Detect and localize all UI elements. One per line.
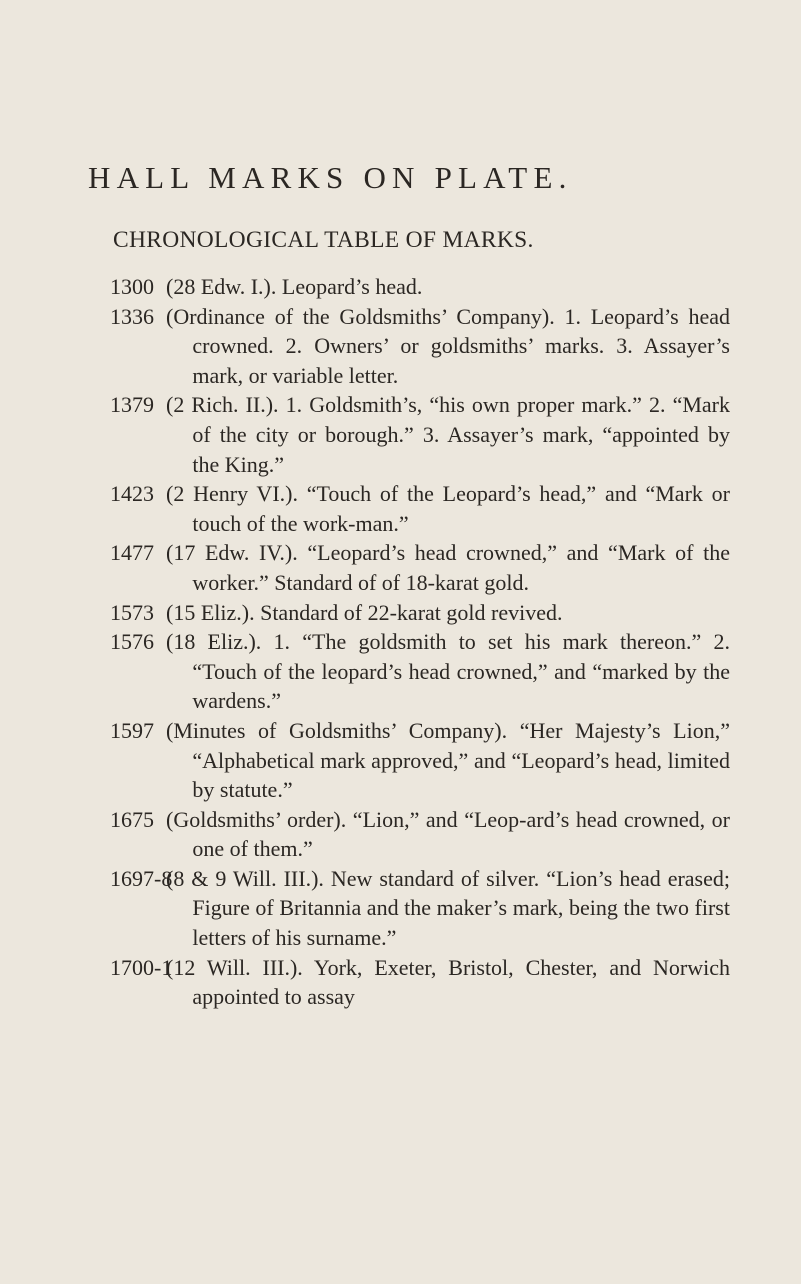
entry-text: (15 Eliz.). Standard of 22-karat gold revived. [166, 599, 563, 625]
chronology-entry [110, 716, 730, 805]
entry-text: (17 Edw. IV.). “Leopard’s head crowned,” and “Mark of the worker.” Standard of of 18-karat gold. [166, 540, 730, 595]
table-title: CHRONOLOGICAL TABLE OF MARKS. [113, 227, 534, 253]
chronology-entry [110, 805, 730, 864]
chronology-entry [110, 479, 730, 538]
entry-year: 1675 [110, 806, 154, 832]
entry-year: 1477 [110, 540, 154, 566]
entry-text: (2 Henry VI.). “Touch of the Leopard’s head,” and “Mark or touch of the work-man.” [166, 481, 730, 536]
entry-text: (18 Eliz.). 1. “The goldsmith to set his mark thereon.” 2. “Touch of the leopard’s head crowned,” and “marked by the wardens.” [166, 629, 730, 714]
chronology-entry [110, 953, 730, 1012]
entry-year: 1697-8 [110, 865, 173, 891]
entry-year: 1700-1 [110, 954, 173, 980]
entry-text: (Goldsmiths’ order). “Lion,” and “Leop-ard’s head crowned, or one of them.” [166, 806, 730, 862]
chronology-entry [110, 272, 730, 302]
entry-year: 1423 [110, 481, 154, 507]
chronology-entry [110, 598, 730, 628]
entry-year: 1597 [110, 717, 154, 743]
entry-year: 1573 [110, 599, 154, 625]
entry-text: (Minutes of Goldsmiths’ Company). “Her Majesty’s Lion,” “Alphabetical mark approved,” and “Leopard’s head, limited by statute.” [166, 717, 730, 803]
entry-year: 1336 [110, 303, 154, 329]
entry-text: (12 Will. III.). York, Exeter, Bristol, Chester, and Norwich appointed to assay [166, 954, 730, 1010]
chronology-entry [110, 390, 730, 479]
entry-text: (8 & 9 Will. III.). New standard of silver. “Lion’s head erased; Figure of Britannia and the maker’s mark, being the two first letters of his surname.” [166, 865, 730, 951]
entry-text: (Ordinance of the Goldsmiths’ Company). 1. Leopard’s head crowned. 2. Owners’ or goldsmiths’ marks. 3. Assayer’s mark, or variable letter. [166, 303, 730, 388]
entry-year: 1379 [110, 392, 154, 418]
entry-text: (2 Rich. II.). 1. Goldsmith’s, “his own proper mark.” 2. “Mark of the city or borough.” 3. Assayer’s mark, “appointed by the King.” [166, 392, 730, 477]
chronology-entry [110, 627, 730, 716]
running-head: HALL MARKS ON PLATE. [88, 160, 573, 195]
entry-text: (28 Edw. I.). Leopard’s head. [166, 274, 423, 299]
chronology-entry [110, 302, 730, 391]
chronology-entry [110, 538, 730, 597]
chronology-list [110, 272, 730, 1012]
entry-year: 1300 [110, 274, 154, 299]
entry-year: 1576 [110, 629, 154, 655]
chronology-entry [110, 864, 730, 953]
